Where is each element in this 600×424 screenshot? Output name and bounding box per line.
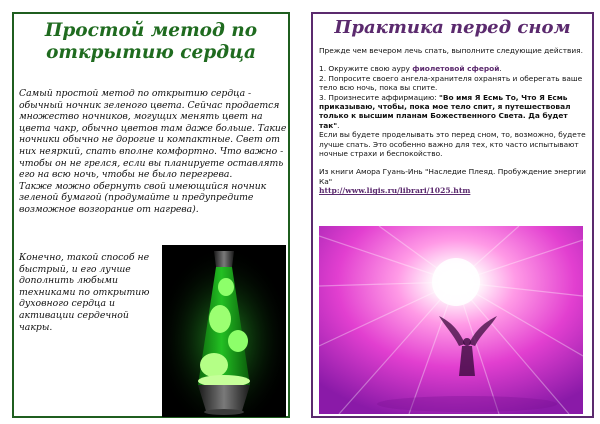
- left-title-line2: открытию сердца: [46, 42, 256, 63]
- left-title: [14, 20, 288, 64]
- left-paragraph1: Самый простой метод по открытию сердца - обычный ночник зеленого цвета. Сейчас продается множество ночников, могущих менять цвет на цвета чакр, обычно цветов там даже больше. Такие ночники обычно не дорогие и компактные. Свет от них неяркий, спать вполне комфортно. Что важно - чтобы он не грелся, если вы планируете оставлять его на всю ночь, чтобы не было перегрева.: [19, 88, 287, 181]
- right-body: [319, 46, 589, 196]
- right-intro: Прежде чем вечером лечь спать, выполните следующие действия.: [319, 46, 583, 55]
- affirmation-text: "Во имя Я Есмь То, Что Я Есмь приказываю, чтобы, пока мое тело спит, я путешествовал только к высшим планам Божественного Света. Да будет так": [319, 92, 571, 130]
- right-note: Если вы будете проделывать это перед сном, то, возможно, будете лучше спать. Это особенно важно для тех, кто часто испытывают ночные страхи и беспокойство.: [319, 130, 586, 159]
- lava-lamp-icon: [162, 245, 286, 417]
- right-source: Из книги Амора Гуань-Инь "Наследие Плеяд. Пробуждение энергии Ка": [319, 167, 586, 186]
- left-title-line1: Простой метод по: [44, 20, 258, 41]
- left-paragraph3: Конечно, такой способ не быстрый, и его лучше дополнить любыми техниками по открытию духовного сердца и активации сердечной чакры.: [19, 252, 150, 333]
- radiant-light-figure-image: [319, 226, 583, 414]
- right-panel: [311, 12, 594, 418]
- right-step3: 3. Произнесите аффирмацию: "Во имя Я Есмь То, Что Я Есмь приказываю, чтобы, пока мое тело спит, я путешествовал только к высшим планам Божественного Света. Да будет так".: [319, 92, 571, 130]
- source-link[interactable]: http://www.ligis.ru/librari/1025.htm: [319, 186, 471, 196]
- right-step2: 2. Попросите своего ангела-хранителя охранять и оберегать ваше тело всю ночь, пока вы спите.: [319, 73, 583, 93]
- right-step1: 1. Окружите свою ауру фиолетовой сферой.: [319, 64, 502, 74]
- left-panel: [12, 12, 290, 418]
- radiant-light-icon: [319, 226, 583, 414]
- green-lava-lamp-image: [162, 245, 286, 417]
- right-title: Практика перед сном: [334, 17, 571, 38]
- violet-sphere-highlight: фиолетовой сферой: [412, 64, 500, 74]
- left-paragraph: [19, 88, 287, 216]
- left-paragraph2: Также можно обернуть свой имеющийся ночник зеленой бумагой (продумайте и предупредите возможное возгорание от нагрева).: [19, 180, 267, 215]
